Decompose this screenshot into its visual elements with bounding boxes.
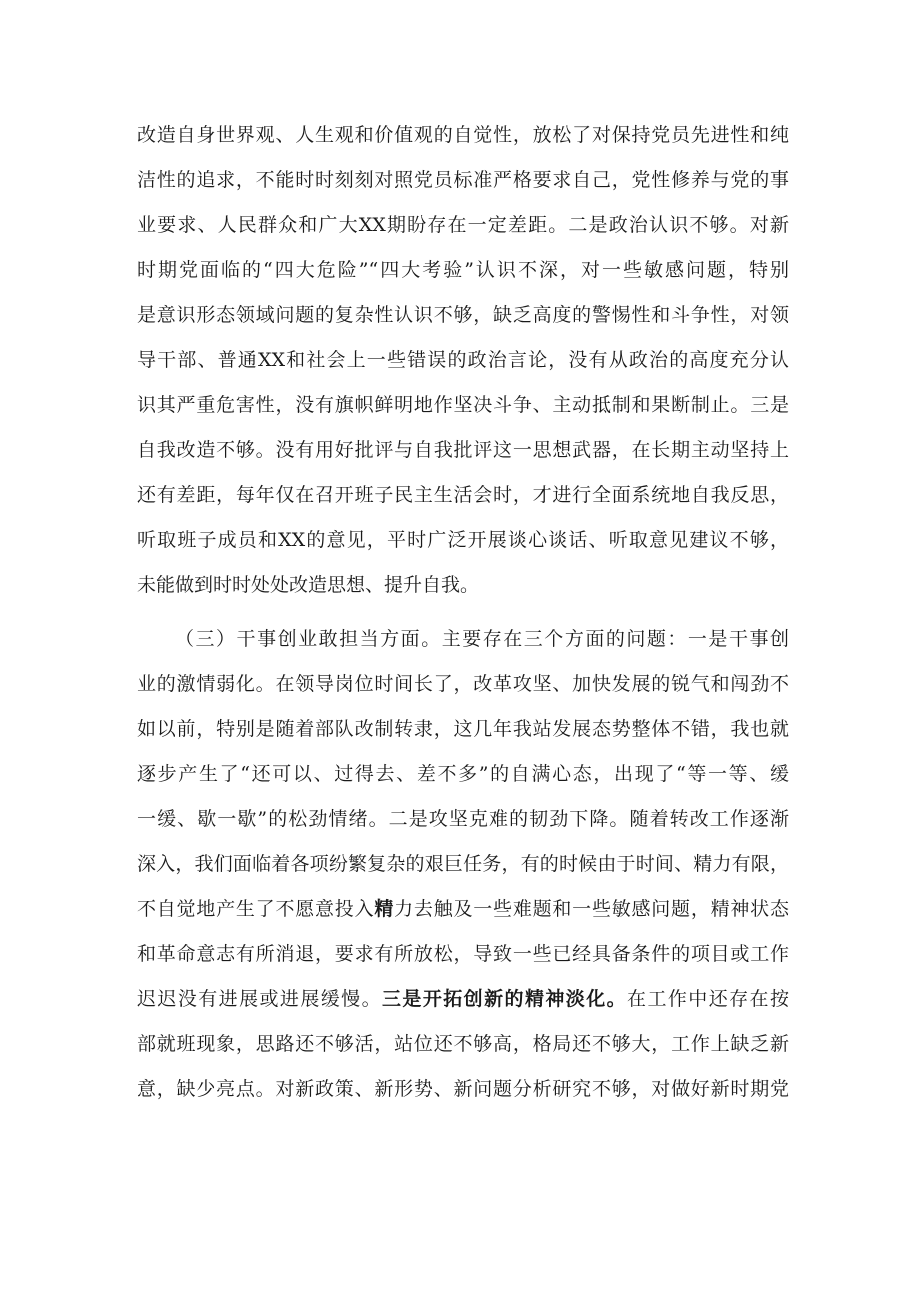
text-line: 一缓、歇一歇”的松劲情绪。二是攻坚克难的韧劲下降。随着转改工作逐渐 (137, 808, 789, 830)
text-line: 未能做到时时处处改造思想、提升自我。 (137, 574, 480, 596)
text-line: 还有差距，每年仅在召开班子民主生活会时，才进行全面系统地自我反思， (137, 484, 789, 506)
text-line: 洁性的追求，不能时时刻刻对照党员标准严格要求自己，党性修养与党的事 (137, 169, 789, 191)
text-segment: 不自觉地产生了不愿意投入 (137, 898, 375, 920)
text-line: 意，缺少亮点。对新政策、新形势、新问题分析研究不够，对做好新时期党 (137, 1078, 789, 1100)
text-line: 逐步产生了“还可以、过得去、差不多”的自满心态，出现了“等一等、缓 (137, 763, 789, 785)
text-line: 导干部、普通XX和社会上一些错误的政治言论，没有从政治的高度充分认 (137, 349, 789, 371)
text-line (137, 979, 789, 1019)
text-line: 听取班子成员和XX的意见，平时广泛开展谈心谈话、听取意见建议不够， (137, 529, 789, 551)
text-line: 部就班现象，思路还不够活，站位还不够高，格局还不够大，工作上缺乏新 (137, 1033, 789, 1055)
text-line: 业要求、人民群众和广大XX期盼存在一定差距。二是政治认识不够。对新 (137, 214, 789, 236)
text-line (137, 889, 789, 929)
text-line: 业的激情弱化。在领导岗位时间长了，改革攻坚、加快发展的锐气和闯劲不 (137, 673, 789, 695)
text-line: 是意识形态领域问题的复杂性认识不够，缺乏高度的警惕性和斗争性，对领 (137, 304, 789, 326)
text-line: 如以前，特别是随着部队改制转隶，这几年我站发展态势整体不错，我也就 (137, 718, 789, 740)
section-heading-line: （三）干事创业敢担当方面。主要存在三个方面的问题：一是干事创 (175, 628, 789, 650)
text-line: 深入，我们面临着各项纷繁复杂的艰巨任务，有的时候由于时间、精力有限， (137, 853, 789, 875)
text-segment: 迟迟没有进展或进展缓慢。 (137, 988, 383, 1010)
text-line: 改造自身世界观、人生观和价值观的自觉性，放松了对保持党员先进性和纯 (137, 124, 789, 146)
bold-text-segment: 三是开拓创新的精神淡化。 (382, 988, 628, 1010)
text-segment: 力去触及一些难题和一些敏感问题，精神状态 (394, 898, 789, 920)
text-line: 时期党面临的“四大危险”“四大考验”认识不深，对一些敏感问题，特别 (137, 259, 789, 281)
text-line: 和革命意志有所消退，要求有所放松，导致一些已经具备条件的项目或工作 (137, 943, 789, 965)
text-segment: 在工作中还存在按 (627, 988, 789, 1010)
text-line: 识其严重危害性，没有旗帜鲜明地作坚决斗争、主动抵制和果断制止。三是 (137, 394, 789, 416)
text-line: 自我改造不够。没有用好批评与自我批评这一思想武器，在长期主动坚持上 (137, 439, 789, 461)
bold-text-segment: 精 (374, 898, 395, 920)
